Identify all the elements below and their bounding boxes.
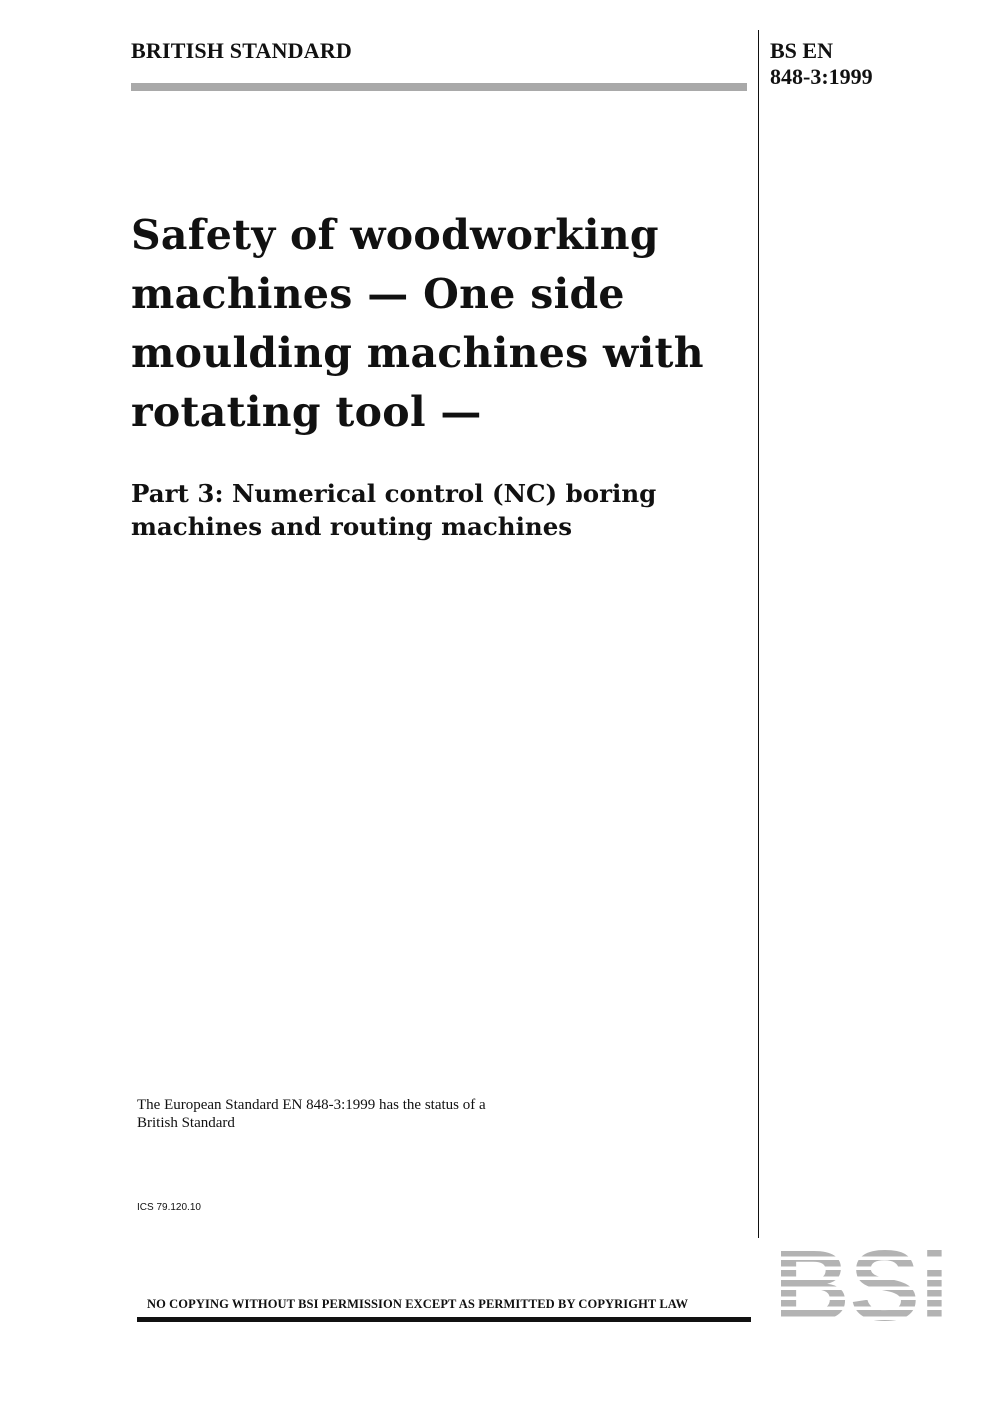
- bsi-logo-icon: [774, 1240, 949, 1322]
- title-line: rotating tool —: [131, 388, 482, 436]
- document-type-label: BRITISH STANDARD: [131, 38, 353, 63]
- title-line: moulding machines with: [131, 329, 704, 377]
- column-divider: [758, 30, 759, 1238]
- title-line: Safety of woodworking: [131, 211, 659, 259]
- subtitle-line: Part 3: Numerical control (NC) boring: [131, 479, 657, 508]
- document-number-line-1: BS EN: [770, 38, 833, 63]
- title-line: machines — One side: [131, 270, 625, 318]
- footer-rule: [137, 1317, 751, 1322]
- document-number-line-2: 848-3:1999: [770, 64, 873, 89]
- document-title: [131, 206, 751, 442]
- bsi-logo-text: BSi: [774, 1240, 949, 1322]
- status-note-line: British Standard: [137, 1115, 235, 1131]
- header-rule: [131, 83, 747, 91]
- status-note: [137, 1096, 486, 1132]
- copyright-notice: NO COPYING WITHOUT BSI PERMISSION EXCEPT AS PERMITTED BY COPYRIGHT LAW: [147, 1297, 689, 1311]
- ics-code: ICS 79.120.10: [137, 1202, 201, 1213]
- document-subtitle: [131, 477, 751, 543]
- status-note-line: The European Standard EN 848-3:1999 has the status of a: [137, 1097, 486, 1113]
- document-number: [770, 38, 873, 90]
- subtitle-line: machines and routing machines: [131, 512, 573, 541]
